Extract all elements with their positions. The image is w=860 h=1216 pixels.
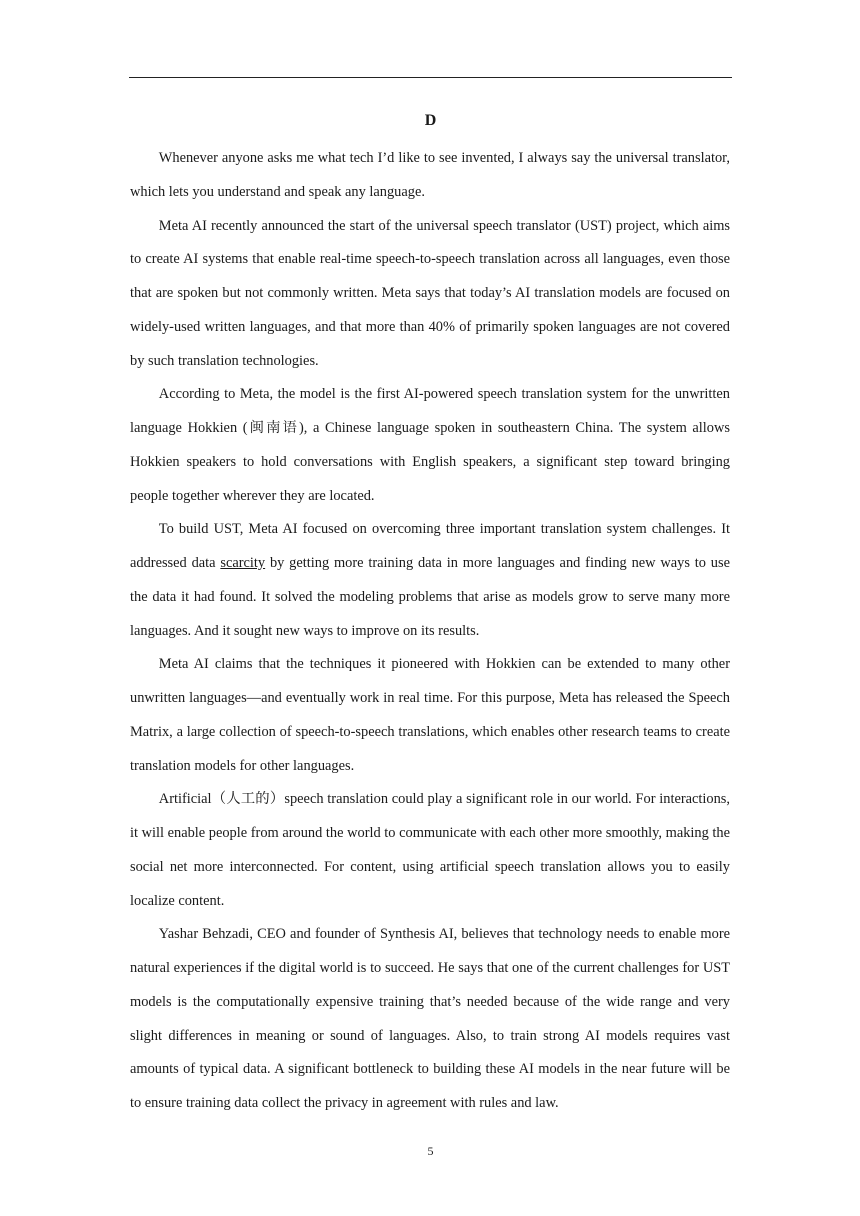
paragraph-1: Whenever anyone asks me what tech I’d like to see invented, I always say the universal translator, which lets you understand and speak any language. (130, 150, 730, 200)
paragraph-7: Yashar Behzadi, CEO and founder of Synthesis AI, believes that technology needs to enable more natural experiences if the digital world is to succeed. He says that one of the current challenges for UST models is the computationally expensive training that’s needed because of the wide range and very slight differences in meaning or sound of languages. Also, to train strong AI models requires vast amounts of typical data. A significant bottleneck to building these AI models in the near future will be to ensure training data collect the privacy in agreement with rules and law. (130, 926, 730, 1111)
paragraph-3: According to Meta, the model is the first AI-powered speech translation system for the unwritten language Hokkien (闽南语), a Chinese language spoken in southeastern China. The system allows Hokkien speakers to hold conversations with English speakers, a significant step toward bringing people together wherever they are located. (130, 386, 730, 504)
section-heading: D (424, 112, 437, 129)
paragraph-2: Meta AI recently announced the start of the universal speech translator (UST) project, which aims to create AI systems that enable real-time speech-to-speech translation across all languages, even those that are spoken but not commonly written. Meta says that today’s AI translation models are focused on widely-used written languages, and that more than 40% of primarily spoken languages are not covered by such translation technologies. (130, 217, 730, 369)
paragraph-4 (130, 513, 730, 648)
paragraph-4-part-1: To build UST, Meta AI focused on overcoming three important translation system challenges. It addressed data (130, 521, 730, 571)
paragraph-6: Artificial（人工的）speech translation could play a significant role in our world. For interactions, it will enable people from around the world to communicate with each other more smoothly, making the social net more interconnected. For content, using artificial speech translation allows you to easily localize content. (130, 791, 730, 909)
article-body (130, 142, 730, 1121)
paragraph-4-part-2: by getting more training data in more languages and finding new ways to use the data it had found. It solved the modeling problems that arise as models grow to serve many more languages. And it sought new ways to improve on its results. (130, 555, 730, 639)
page-number: 5 (427, 1144, 434, 1158)
paragraph-5: Meta AI claims that the techniques it pioneered with Hokkien can be extended to many other unwritten languages—and eventually work in real time. For this purpose, Meta has released the Speech Matrix, a large collection of speech-to-speech translations, which enables other research teams to create translation models for other languages. (130, 656, 730, 774)
underlined-word: scarcity (220, 555, 266, 571)
header-rule (129, 77, 732, 78)
